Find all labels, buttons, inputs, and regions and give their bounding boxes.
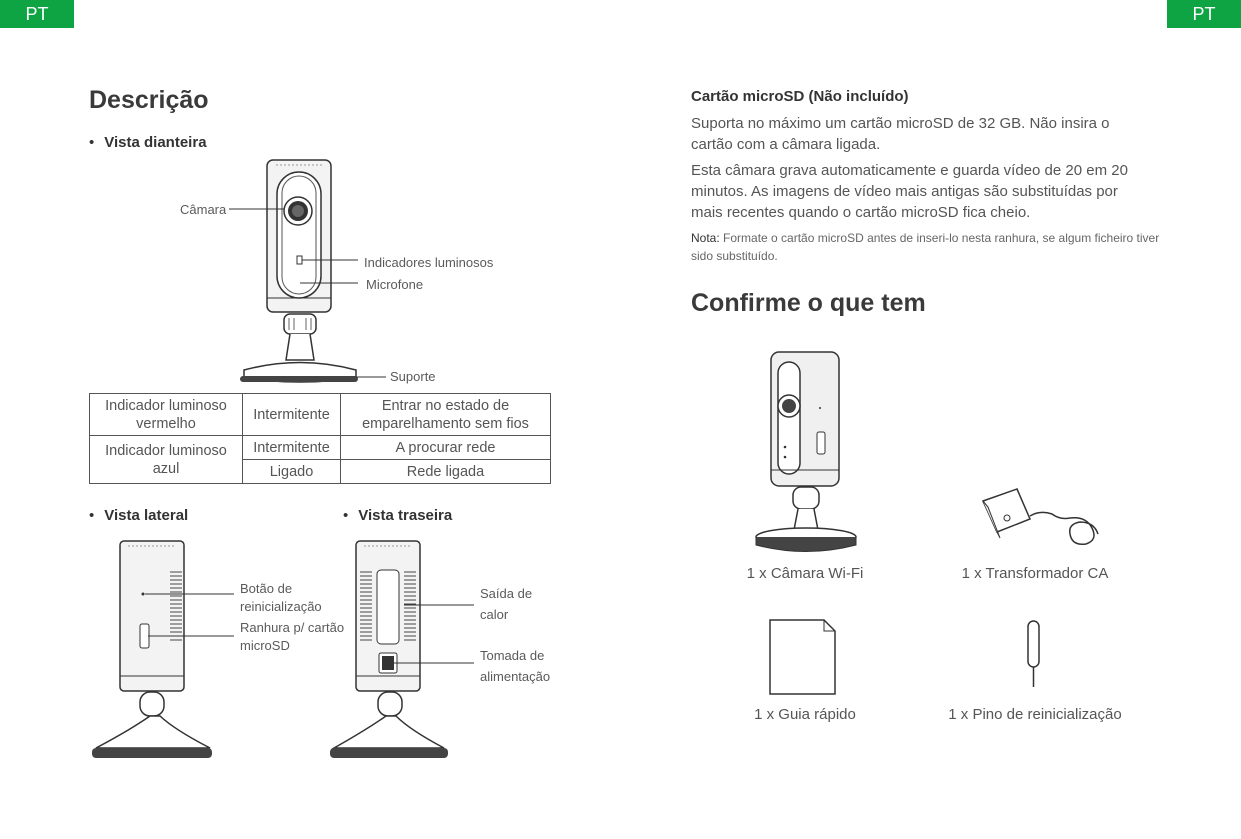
sd-card-paragraph-2: Esta câmara grava automaticamente e guarda vídeo de 20 em 20 minutos. As imagens de vídeo mais antigas são substituídas por mais recentes quando o cartão microSD fica cheio.	[691, 162, 1128, 221]
sd-card-heading: Cartão microSD (Não incluído)	[691, 88, 909, 105]
table-cell-meaning: Rede ligada	[341, 460, 551, 484]
language-tab-right: PT	[1167, 0, 1241, 28]
label-heat-outlet: Saída de calor	[480, 586, 533, 622]
sd-card-note	[691, 229, 1161, 265]
table-cell-blue-indicator: Indicador luminoso azul	[90, 436, 243, 484]
table-cell-state: Intermitente	[243, 394, 341, 436]
table-cell-red-indicator: Indicador luminoso vermelho	[90, 394, 243, 436]
item-adapter-caption: 1 x Transformador CA	[961, 565, 1109, 582]
item-camera-caption: 1 x Câmara Wi-Fi	[746, 565, 864, 582]
note-label: Nota:	[691, 231, 720, 245]
table-cell-meaning: Entrar no estado de emparelhamento sem fios	[341, 394, 551, 436]
label-power-socket: Tomada de alimentação	[480, 648, 551, 684]
note-text: Formate o cartão microSD antes de inseri-lo nesta ranhura, se algum ficheiro tiver sido substituído.	[691, 231, 1160, 263]
label-reset-button: Botão de reinicialização	[240, 581, 322, 614]
section-title-box-contents: Confirme o que tem	[691, 289, 926, 317]
label-indicators: Indicadores luminosos	[364, 255, 494, 270]
indicator-table	[89, 393, 551, 484]
language-tab-left: PT	[0, 0, 74, 28]
side-view-heading: • Vista lateral	[89, 507, 188, 524]
table-cell-state: Ligado	[243, 460, 341, 484]
label-microphone: Microfone	[366, 277, 424, 292]
front-view-heading: • Vista dianteira	[89, 134, 207, 151]
item-pin-caption: 1 x Pino de reinicialização	[948, 706, 1122, 723]
table-cell-state: Intermitente	[243, 436, 341, 460]
section-title-description: Descrição	[89, 86, 209, 114]
label-camera: Câmara	[180, 202, 227, 217]
back-view-heading: • Vista traseira	[343, 507, 452, 524]
item-guide-caption: 1 x Guia rápido	[754, 706, 856, 723]
label-stand: Suporte	[390, 369, 436, 384]
table-cell-meaning: A procurar rede	[341, 436, 551, 460]
label-sd-slot: Ranhura p/ cartão microSD	[240, 620, 345, 653]
sd-card-paragraph-1: Suporta no máximo um cartão microSD de 32 GB. Não insira o cartão com a câmara ligada.	[691, 115, 1110, 153]
